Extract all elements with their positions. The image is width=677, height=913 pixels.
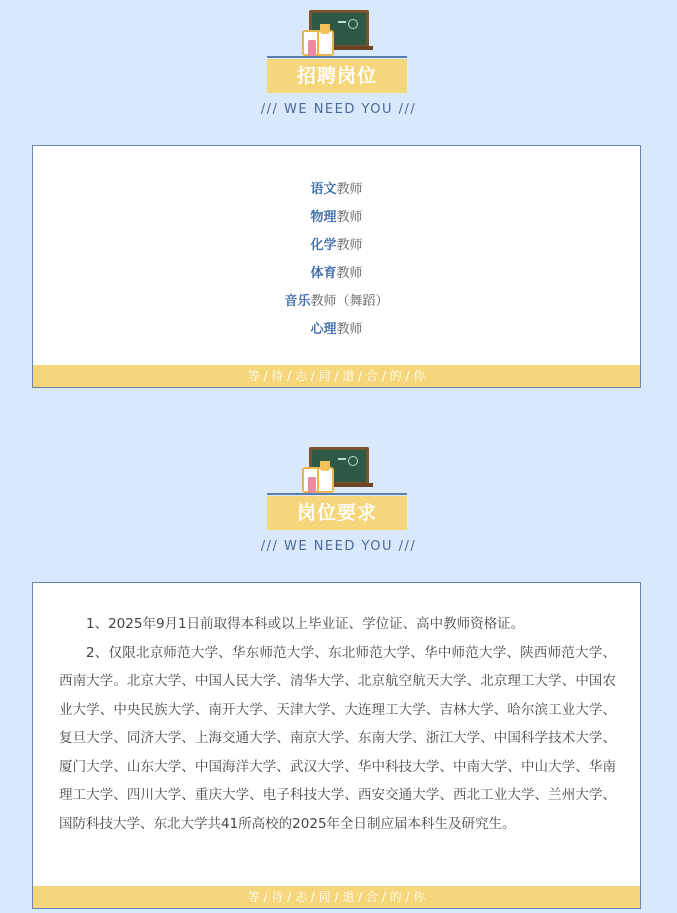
section-subtitle: /// WE NEED YOU /// [260,539,417,554]
list-item: 音乐教师（舞蹈） [284,294,389,309]
list-item: 心理教师 [310,322,363,337]
section-title: 招聘岗位 [267,59,407,93]
cup-icon [320,24,330,34]
requirement-paragraph: 1、2025年9月1日前取得本科或以上毕业证、学位证、高中教师资格证。 [86,616,525,632]
book-icon [302,30,334,56]
positions-card [32,145,641,388]
requirements-card [32,582,641,909]
list-item: 语文教师 [310,182,363,197]
section-subtitle: /// WE NEED YOU /// [260,102,417,117]
title-underline [267,56,407,58]
card-footer-slogan: 等 / 待 / 志 / 同 / 道 / 合 / 的 / 你 [33,886,640,908]
requirement-paragraph: 2、仅限北京师范大学、华东师范大学、东北师范大学、华中师范大学、陕西师范大学、西南大学。北京大学、中国人民大学、清华大学、北京航空航天大学、北京理工大学、中国农业大学、中央民族大学、南开大学、天津大学、大连理工大学、吉林大学、哈尔滨工业大学、复旦大学、同济大学、上海交通大学、南京大学、东南大学、浙江大学、中国科学技术大学、厦门大学、山东大学、中国海洋大学、武汉大学、华中科技大学、中南大学、中山大学、华南理工大学、四川大学、重庆大学、电子科技大学、西安交通大学、西北工业大学、兰州大学、国防科技大学、东北大学共41所高校的2025年全日制应届本科生及研究生。 [59,644,616,832]
cup-icon [320,461,330,471]
book-icon [302,467,334,493]
list-item: 化学教师 [310,238,363,253]
positions-list [33,146,640,344]
pencil-icon [308,477,316,493]
title-underline [267,493,407,495]
requirements-section-header [0,437,677,567]
requirements-text [33,583,640,838]
positions-section-header [0,0,677,130]
list-item: 体育教师 [310,266,363,281]
card-footer-slogan: 等 / 待 / 志 / 同 / 道 / 合 / 的 / 你 [33,365,640,387]
section-title: 岗位要求 [267,496,407,530]
list-item: 物理教师 [310,210,363,225]
pencil-icon [308,40,316,56]
